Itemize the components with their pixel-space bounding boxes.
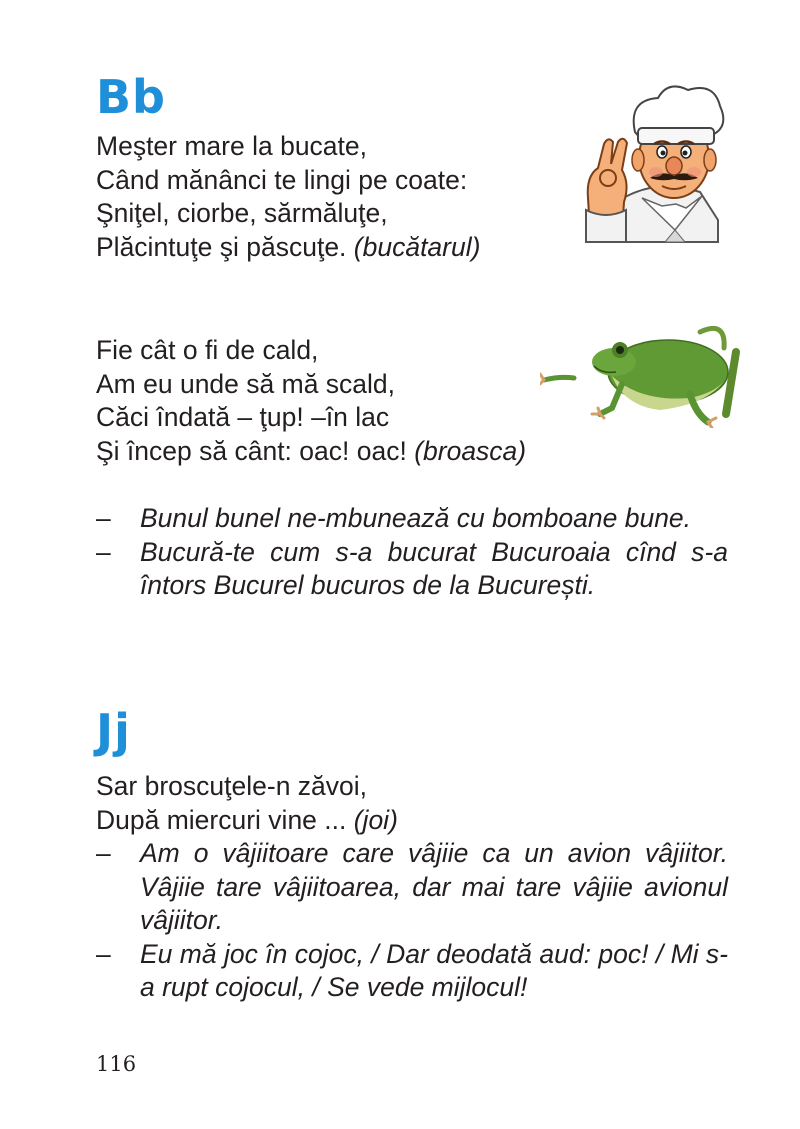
- dash-bullet: –: [96, 503, 111, 533]
- heading-letter-b: Bb: [96, 70, 166, 124]
- riddle-answer: (bucătarul): [353, 231, 481, 262]
- riddle-line: Am eu unde să mă scald,: [96, 368, 396, 399]
- riddle-thursday: [96, 770, 398, 837]
- riddle-line: Şi încep să cânt: oac! oac! (broasca): [96, 435, 527, 466]
- tongue-twister-item: [96, 938, 728, 1005]
- riddle-answer: (joi): [353, 804, 398, 835]
- chef-image: [580, 80, 730, 245]
- riddle-line: Meşter mare la bucate,: [96, 131, 368, 161]
- tongue-twister-text: Bunul bunel ne-mbunează cu bomboane bune.: [140, 503, 692, 533]
- riddle-line: Plăcintuţe şi păscuţe. (bucătarul): [96, 231, 481, 262]
- riddle-line: Şniţel, ciorbe, sărmăluţe,: [96, 198, 388, 228]
- riddle-line: Când mănânci te lingi pe coate:: [96, 164, 468, 195]
- tongue-twister-item: [96, 536, 728, 603]
- tongue-twisters-j: [96, 837, 728, 1005]
- riddle-chef: [96, 130, 480, 264]
- dash-bullet: –: [96, 536, 111, 567]
- riddle-frog: [96, 334, 526, 468]
- riddle-line: Sar broscuţele-n zăvoi,: [96, 771, 368, 801]
- riddle-line: Fie cât o fi de cald,: [96, 335, 319, 365]
- frog-image: [540, 318, 740, 428]
- tongue-twisters-b: [96, 502, 728, 603]
- tongue-twister-text: Am o vâjiitoare care vâjiie ca un avion vâjiitor. Vâjiie tare vâjiitoarea, dar mai tare vâjiie avionul vâjiitor.: [140, 838, 728, 935]
- tongue-twister-item: [96, 837, 728, 938]
- riddle-line: Căci îndată – ţup! –în lac: [96, 402, 390, 432]
- riddle-answer: (broasca): [414, 435, 527, 466]
- heading-letter-j: Jj: [96, 704, 131, 758]
- tongue-twister-text: Eu mă joc în cojoc, / Dar deodată aud: poc! / Mi s-a rupt cojocul, / Se vede mijlocul!: [140, 938, 728, 1002]
- dash-bullet: –: [96, 938, 111, 969]
- dash-bullet: –: [96, 838, 111, 868]
- tongue-twister-text: Bucură-te cum s-a bucurat Bucuroaia cînd s-a întors Bucurel bucuros de la București.: [140, 536, 728, 600]
- page-number: 116: [96, 1052, 137, 1076]
- tongue-twister-item: [96, 502, 728, 536]
- riddle-line: După miercuri vine ... (joi): [96, 804, 398, 835]
